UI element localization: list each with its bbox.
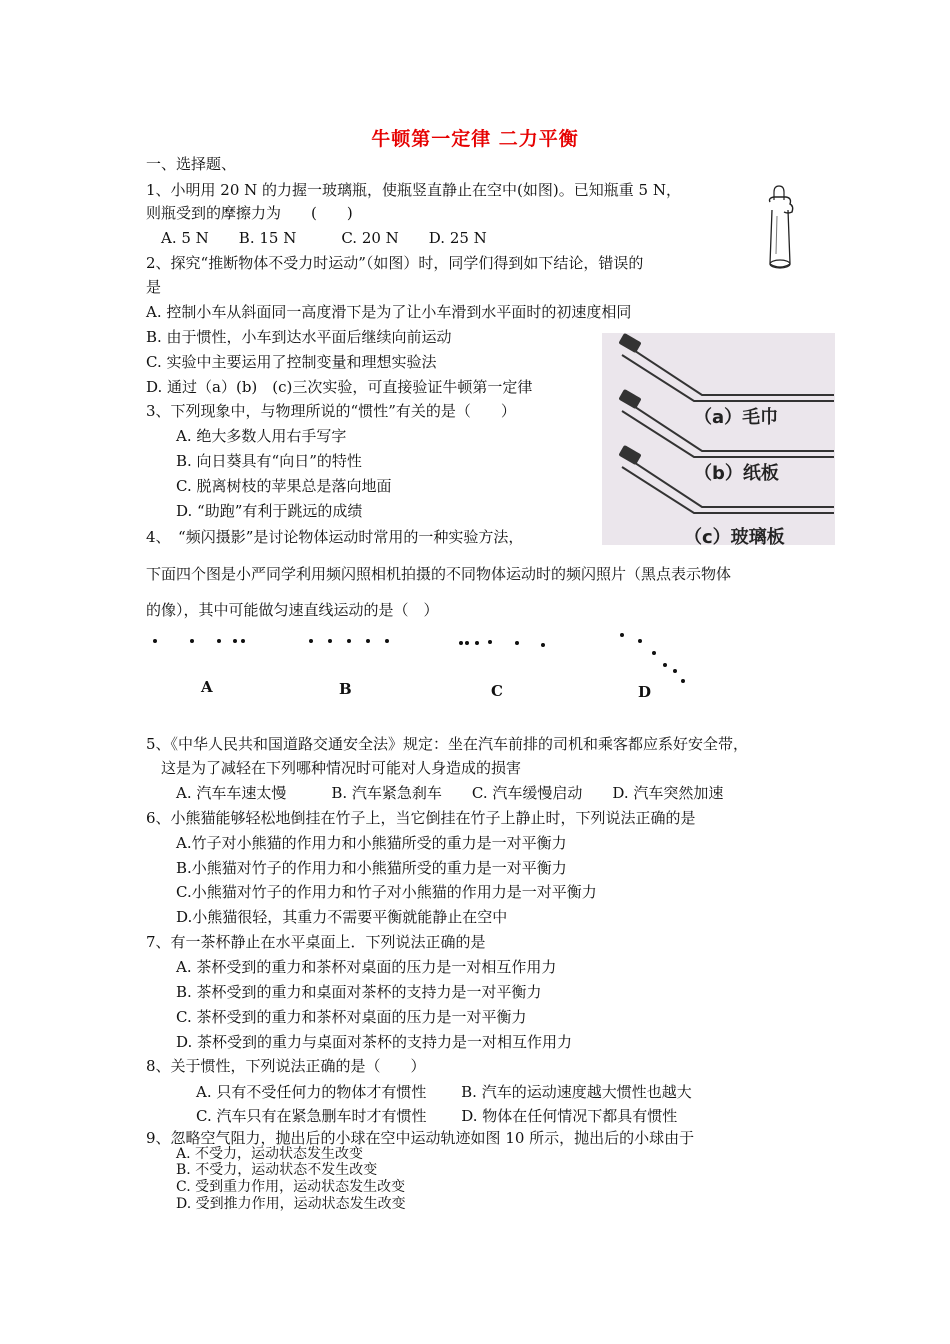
figure-label-b: （b）纸板 bbox=[694, 463, 779, 484]
flash-dot-b bbox=[347, 639, 351, 643]
q3-stem: 3、下列现象中，与物理所说的“惯性”有关的是（ ） bbox=[146, 402, 516, 420]
slope-drawing bbox=[602, 333, 835, 545]
q7-option-c: C. 茶杯受到的重力和茶杯对桌面的压力是一对平衡力 bbox=[176, 1008, 527, 1026]
q6-option-b: B.小熊猫对竹子的作用力和小熊猫所受的重力是一对平衡力 bbox=[176, 859, 567, 877]
q2-stem: 2、探究“推断物体不受力时运动”（如图）时，同学们得到如下结论，错误的 bbox=[146, 254, 644, 272]
q7-option-b: B. 茶杯受到的重力和桌面对茶杯的支持力是一对平衡力 bbox=[176, 983, 542, 1001]
flash-dot-a bbox=[233, 639, 237, 643]
q7-stem: 7、有一茶杯静止在水平桌面上．下列说法正确的是 bbox=[146, 933, 486, 951]
flash-dot-a bbox=[190, 639, 194, 643]
q3-option-b: B. 向日葵具有“向日”的特性 bbox=[176, 452, 362, 470]
flash-dot-d bbox=[681, 679, 685, 683]
slope-figure bbox=[602, 333, 835, 548]
q1-stem: 1、小明用 20 N 的力握一玻璃瓶，使瓶竖直静止在空中(如图)。已知瓶重 5 N， bbox=[146, 181, 681, 199]
page-title: 牛顿第一定律 二力平衡 bbox=[371, 128, 579, 150]
q6-option-a: A.竹子对小熊猫的作用力和小熊猫所受的重力是一对平衡力 bbox=[176, 834, 567, 852]
q4-stem: 的像），其中可能做匀速直线运动的是（ ） bbox=[146, 601, 439, 619]
q4-stem: 下面四个图是小严同学利用频闪照相机拍摄的不同物体运动时的频闪照片（黑点表示物体 bbox=[146, 565, 732, 583]
q7-option-a: A. 茶杯受到的重力和茶杯对桌面的压力是一对相互作用力 bbox=[176, 958, 557, 976]
flash-dot-a bbox=[217, 639, 221, 643]
q2-stem: 是 bbox=[146, 278, 162, 296]
q6-option-c: C.小熊猫对竹子的作用力和竹子对小熊猫的作用力是一对平衡力 bbox=[176, 883, 597, 901]
q2-option-d: D. 通过（a）(b) (c)三次实验，可直接验证牛顿第一定律 bbox=[146, 378, 533, 396]
q8-stem: 8、关于惯性，下列说法正确的是（ ） bbox=[146, 1057, 426, 1075]
flash-label-b: B bbox=[339, 680, 352, 698]
q3-option-c: C. 脱离树枝的苹果总是落向地面 bbox=[176, 477, 392, 495]
q5-stem: 5、《中华人民共和国道路交通安全法》规定：坐在汽车前排的司机和乘客都应系好安全带， bbox=[146, 735, 749, 753]
flash-dot-d bbox=[620, 633, 624, 637]
q9-option-b: B. 不受力，运动状态不发生改变 bbox=[176, 1162, 378, 1178]
flash-dot-d bbox=[663, 663, 667, 667]
section-heading: 一、选择题、 bbox=[146, 155, 237, 173]
q6-stem: 6、小熊猫能够轻松地倒挂在竹子上，当它倒挂在竹子上静止时，下列说法正确的是 bbox=[146, 809, 696, 827]
q1-options: A. 5 N B. 15 N C. 20 N D. 25 N bbox=[146, 229, 487, 247]
flash-dot-c bbox=[488, 640, 492, 644]
q6-option-d: D.小熊猫很轻，其重力不需要平衡就能静止在空中 bbox=[176, 908, 508, 926]
flash-dot-b bbox=[309, 639, 313, 643]
q2-option-a: A. 控制小车从斜面同一高度滑下是为了让小车滑到水平面时的初速度相同 bbox=[146, 303, 632, 321]
flash-dot-c bbox=[475, 641, 479, 645]
flash-dot-d bbox=[652, 651, 656, 655]
flash-dot-b bbox=[366, 639, 370, 643]
q1-stem: 则瓶受到的摩擦力为 ( ) bbox=[146, 204, 353, 222]
flash-dot-b bbox=[328, 639, 332, 643]
q8-options-row: A. 只有不受任何力的物体才有惯性 B. 汽车的运动速度越大惯性也越大 bbox=[196, 1083, 692, 1101]
flash-dot-c bbox=[459, 641, 463, 645]
flash-dot-d bbox=[673, 669, 677, 673]
flash-dot-b bbox=[385, 639, 389, 643]
bottle-figure bbox=[760, 184, 800, 272]
figure-label-c: （c）玻璃板 bbox=[684, 527, 785, 548]
q4-stem: 4、 “频闪摄影”是讨论物体运动时常用的一种实验方法， bbox=[146, 528, 524, 546]
q3-option-d: D. “助跑”有利于跳远的成绩 bbox=[176, 502, 363, 520]
flash-dot-d bbox=[638, 639, 642, 643]
q8-options-row: C. 汽车只有在紧急删车时才有惯性 D. 物体在任何情况下都具有惯性 bbox=[196, 1107, 678, 1125]
flash-dot-a bbox=[153, 639, 157, 643]
flash-label-c: C bbox=[491, 682, 503, 700]
q2-option-c: C. 实验中主要运用了控制变量和理想实验法 bbox=[146, 353, 437, 371]
flash-dot-c bbox=[465, 641, 469, 645]
q2-option-b: B. 由于惯性，小车到达水平面后继续向前运动 bbox=[146, 328, 452, 346]
q3-option-a: A. 绝大多数人用右手写字 bbox=[176, 427, 347, 445]
q7-option-d: D. 茶杯受到的重力与桌面对茶杯的支持力是一对相互作用力 bbox=[176, 1033, 573, 1051]
flash-label-d: D bbox=[638, 683, 652, 701]
q5-stem: 这是为了减轻在下列哪种情况时可能对人身造成的损害 bbox=[161, 759, 522, 777]
flash-dot-c bbox=[541, 643, 545, 647]
flash-dot-a bbox=[241, 639, 245, 643]
flash-label-a: A bbox=[201, 678, 213, 696]
flash-dot-c bbox=[515, 641, 519, 645]
q9-stem: 9、忽略空气阻力，抛出后的小球在空中运动轨迹如图 10 所示，抛出后的小球由于 bbox=[146, 1129, 695, 1147]
q9-option-a: A. 不受力，运动状态发生改变 bbox=[176, 1146, 364, 1162]
q5-options: A. 汽车车速太慢 B. 汽车紧急刹车 C. 汽车缓慢启动 D. 汽车突然加速 bbox=[176, 784, 724, 802]
figure-label-a: （a）毛巾 bbox=[694, 407, 779, 428]
q9-option-c: C. 受到重力作用，运动状态发生改变 bbox=[176, 1179, 406, 1195]
q9-option-d: D. 受到推力作用，运动状态发生改变 bbox=[176, 1196, 406, 1212]
